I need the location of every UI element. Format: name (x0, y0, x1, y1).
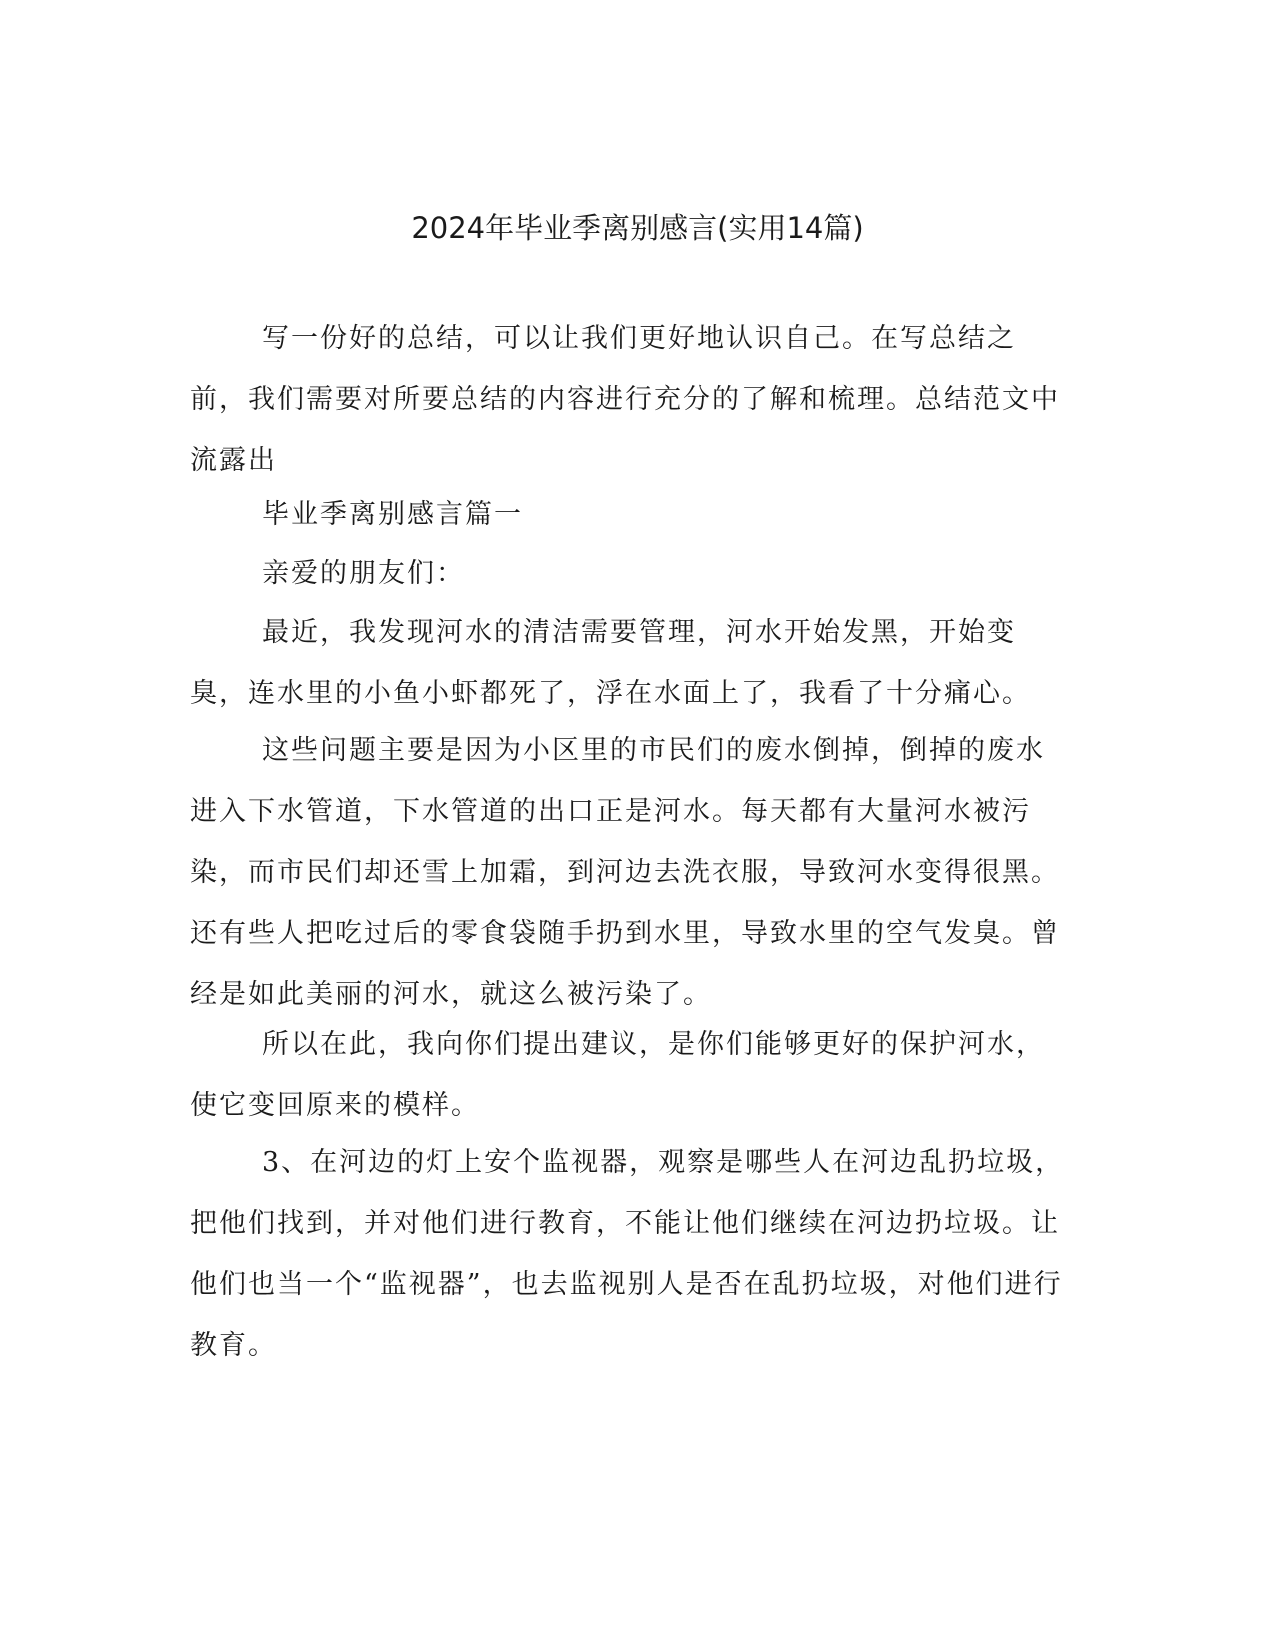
body-paragraph-4: 3、在河边的灯上安个监视器，观察是哪些人在河边乱扔垃圾，把他们找到，并对他们进行教育，不能让他们继续在河边扔垃圾。让他们也当一个“监视器”，也去监视别人是否在乱扔垃圾，对他们进行教育。 (190, 1147, 1065, 1361)
salutation: 亲爱的朋友们： (262, 558, 465, 589)
body-paragraph-1: 最近，我发现河水的清洁需要管理，河水开始发黑，开始变臭，连水里的小鱼小虾都死了，浮在水面上了，我看了十分痛心。 (190, 617, 1031, 709)
body-paragraph-2: 这些问题主要是因为小区里的市民们的废水倒掉，倒掉的废水进入下水管道，下水管道的出口正是河水。每天都有大量河水被污染，而市民们却还雪上加霜，到河边去洗衣服，导致河水变得很黑。还有些人把吃过后的零食袋随手扔到水里，导致水里的空气发臭。曾经是如此美丽的河水，就这么被污染了。 (190, 735, 1060, 1010)
section-heading: 毕业季离别感言篇一 (262, 499, 523, 530)
document-title: 2024年毕业季离别感言(实用14篇) (411, 211, 864, 245)
intro-paragraph: 写一份好的总结，可以让我们更好地认识自己。在写总结之前，我们需要对所要总结的内容进行充分的了解和梳理。总结范文中流露出 (190, 323, 1060, 476)
body-paragraph-3: 所以在此，我向你们提出建议，是你们能够更好的保护河水，使它变回原来的模样。 (190, 1029, 1045, 1121)
